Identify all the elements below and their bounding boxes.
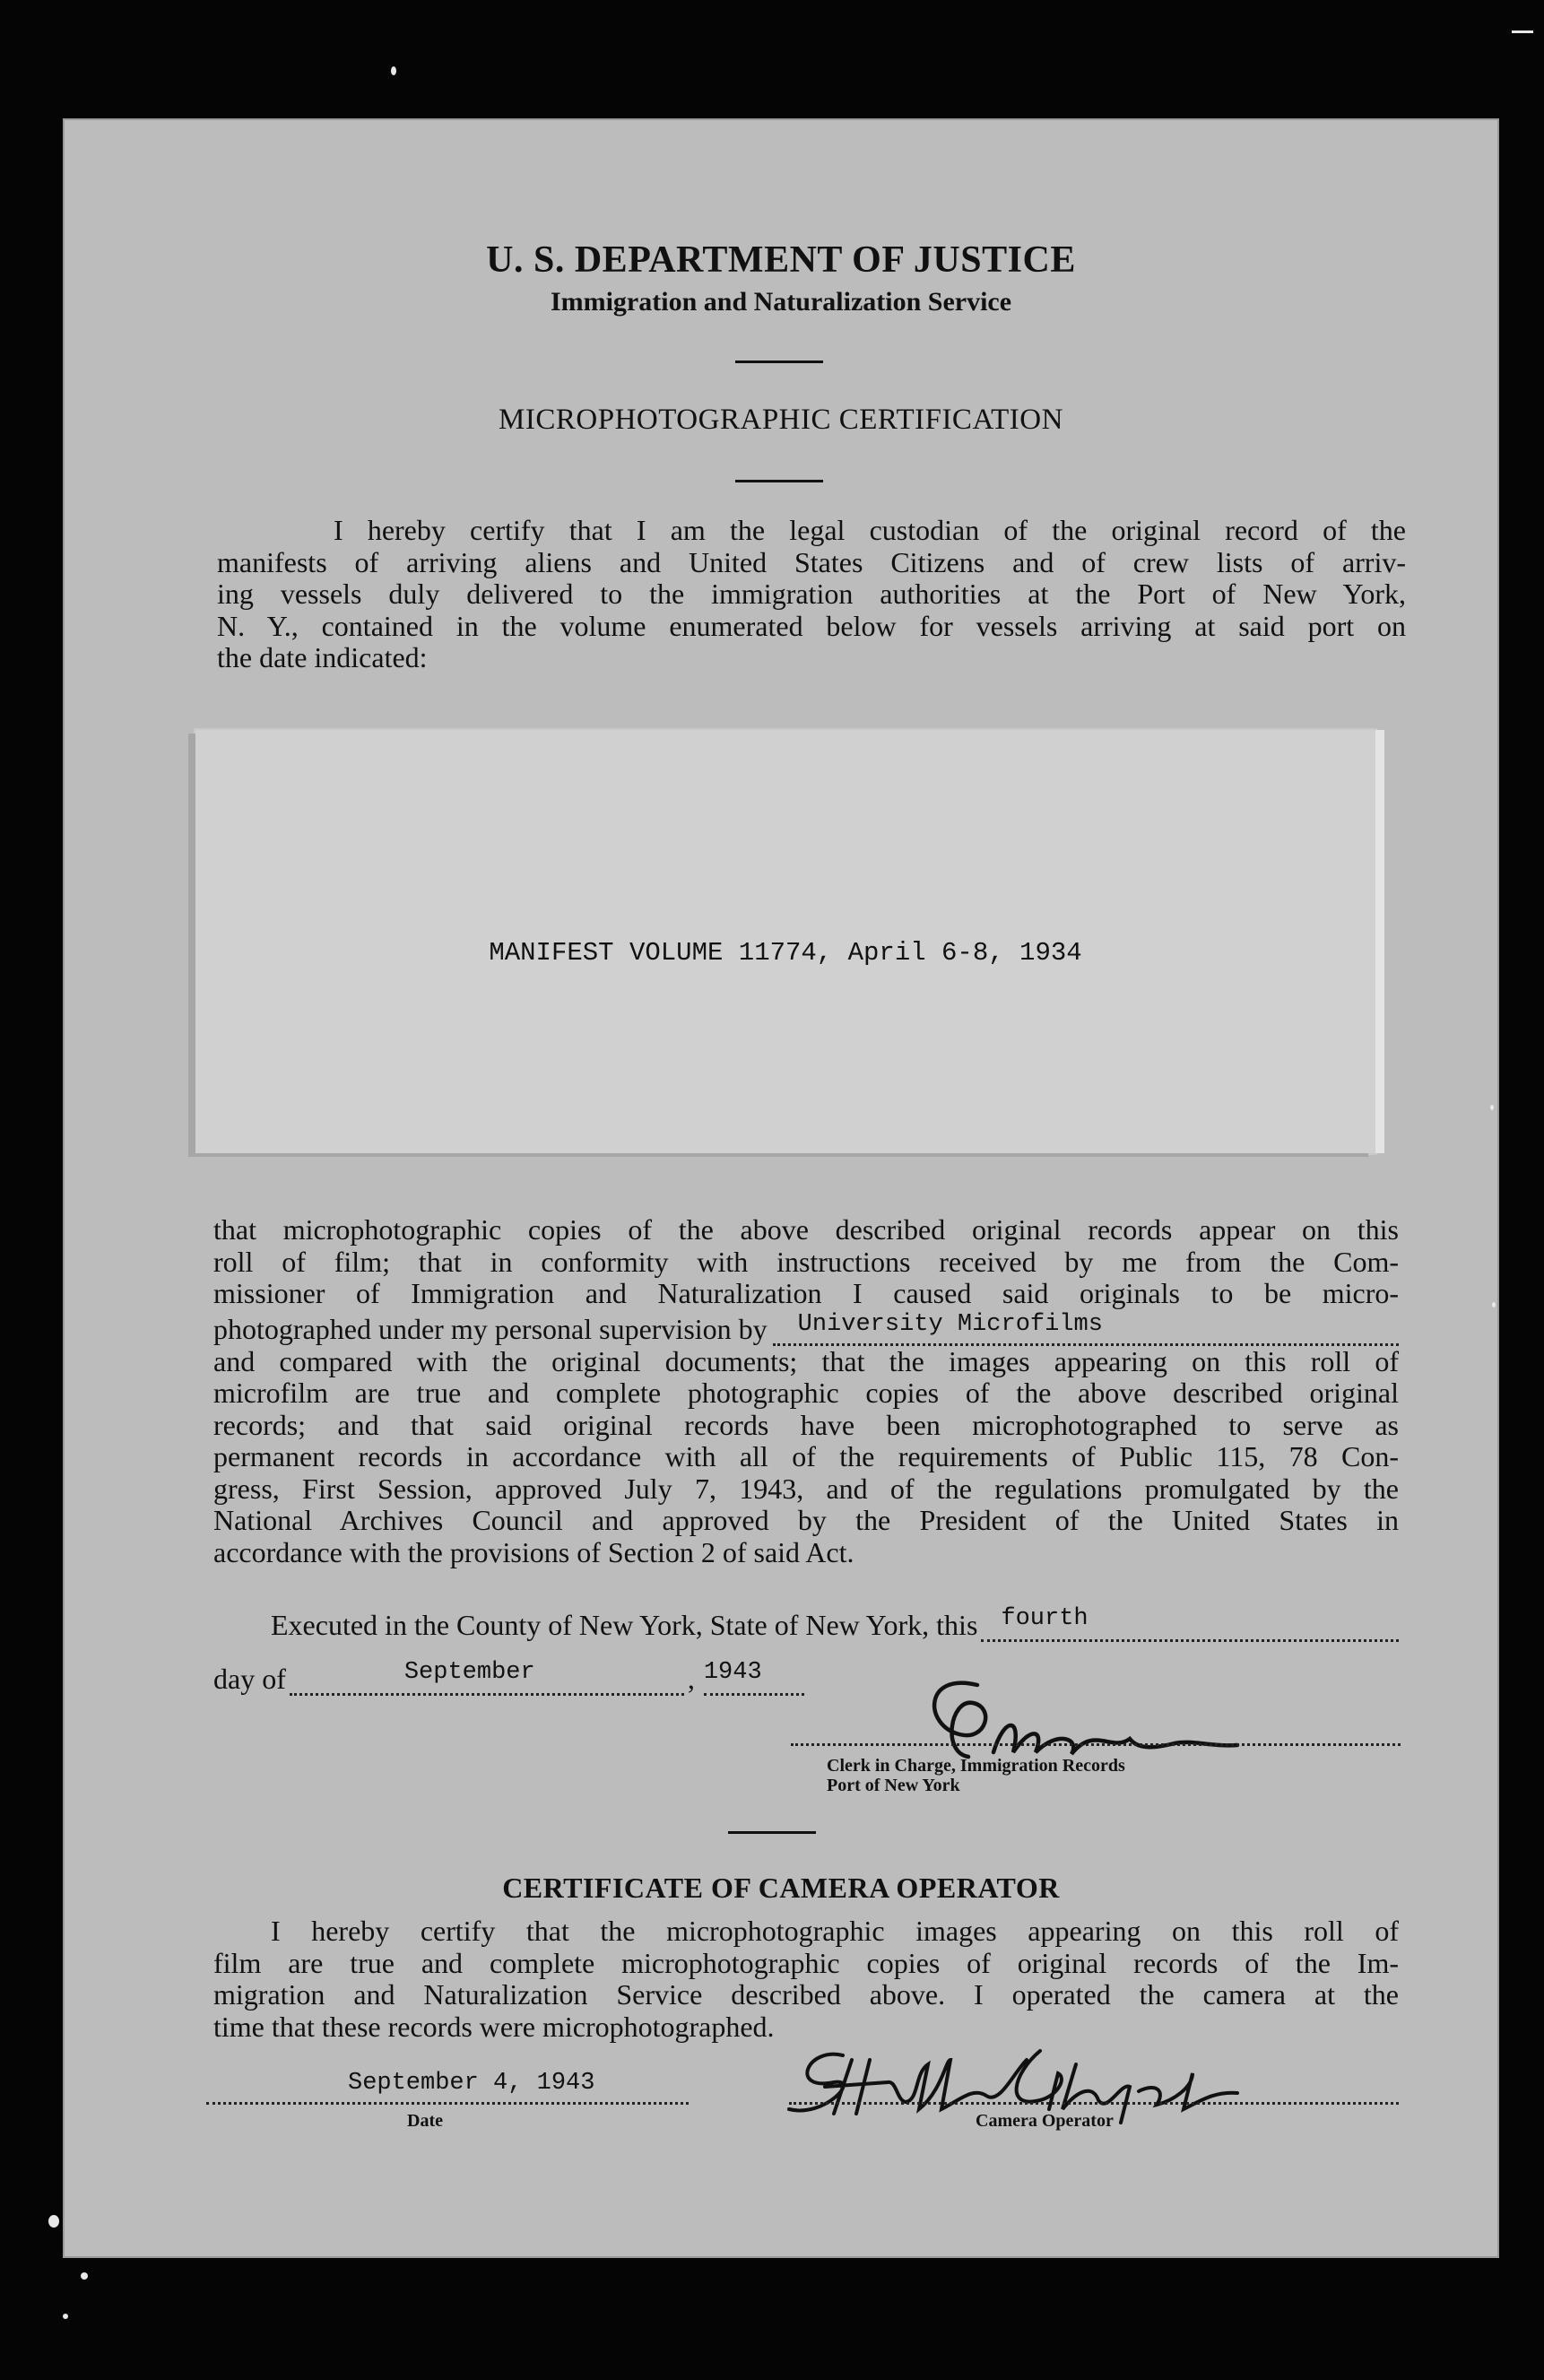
date-label: Date xyxy=(407,2111,443,2131)
paragraph-line: missioner of Immigration and Naturalization I caused said originals to be micro- xyxy=(213,1277,1399,1309)
supervision-prefix: photographed under my personal supervision by xyxy=(213,1313,768,1345)
divider-rule xyxy=(735,480,823,482)
paragraph-line: records; and that said original records have been microphotographed to serve as xyxy=(213,1408,1399,1441)
clerk-title xyxy=(827,1756,1125,1795)
paragraph-line: gress, First Session, approved July 7, 1943, and of the regulations promulgated by the xyxy=(213,1472,1399,1505)
paragraph-line: permanent records in accordance with all of the requirements of Public 115, 78 Con- xyxy=(213,1440,1399,1472)
paragraph-line: National Archives Council and approved by the President of the United States in xyxy=(213,1504,1399,1536)
manifest-volume-text: MANIFEST VOLUME 11774, April 6-8, 1934 xyxy=(489,938,1082,968)
paragraph-line: that microphotographic copies of the above described original records appear on this xyxy=(213,1213,1399,1246)
body-paragraph xyxy=(213,1214,1399,1568)
manifest-volume-card xyxy=(195,730,1375,1153)
camera-operator-title: CERTIFICATE OF CAMERA OPERATOR xyxy=(502,1872,1060,1904)
paragraph-line: I hereby certify that the microphotographic images appearing on this roll of xyxy=(271,1915,1399,1947)
certificate-sheet xyxy=(63,118,1499,2258)
paragraph-line: the date indicated: xyxy=(217,641,428,673)
certification-title: MICROPHOTOGRAPHIC CERTIFICATION xyxy=(499,404,1063,436)
paragraph-line: manifests of arriving aliens and United States Citizens and of crew lists of arriv- xyxy=(217,545,1406,578)
divider-rule xyxy=(735,360,823,363)
day-value: fourth xyxy=(1001,1605,1089,1632)
paragraph-line: accordance with the provisions of Section 2 of said Act. xyxy=(213,1535,854,1568)
camera-operator-paragraph xyxy=(213,1915,1399,2043)
clerk-title-line: Port of New York xyxy=(827,1776,960,1795)
paragraph-line: migration and Naturalization Service described above. I operated the camera at the xyxy=(213,1978,1399,2011)
date-line: day of September , 1943 xyxy=(213,1661,895,1696)
paragraph-line: time that these records were microphotographed. xyxy=(213,2010,775,2043)
year-value: 1943 xyxy=(703,1659,762,1686)
paragraph-line: film are true and complete microphotographic copies of original records of the Im- xyxy=(213,1946,1399,1979)
month-value: September xyxy=(403,1659,535,1686)
paragraph-line: I hereby certify that I am the legal custodian of the original record of the xyxy=(334,514,1406,546)
paragraph-line: roll of film; that in conformity with instructions received by me from the Com- xyxy=(213,1245,1399,1278)
clerk-signature-line xyxy=(791,1740,1401,1746)
date-signature-line xyxy=(206,2098,689,2105)
paragraph-line: microfilm are true and complete photographic copies of the above described original xyxy=(213,1377,1399,1409)
paragraph-line: and compared with the original documents; that the images appearing on this roll of xyxy=(213,1344,1399,1377)
service-subheading: Immigration and Naturalization Service xyxy=(550,287,1012,317)
execution-line xyxy=(271,1607,1399,1642)
supervisor-value: University Microfilms xyxy=(797,1310,1103,1338)
supervision-line xyxy=(213,1310,1399,1346)
department-heading: U. S. DEPARTMENT OF JUSTICE xyxy=(486,239,1076,281)
year-fill-line xyxy=(704,1661,804,1696)
intro-paragraph xyxy=(217,515,1406,674)
paragraph-line: ing vessels duly delivered to the immigration authorities at the Port of New York, xyxy=(217,578,1406,610)
clerk-title-line: Clerk in Charge, Immigration Records xyxy=(827,1756,1125,1776)
execution-prefix: Executed in the County of New York, State of New York, this xyxy=(271,1609,978,1641)
operator-signature-line xyxy=(789,2098,1399,2105)
day-fill-line xyxy=(981,1607,1399,1642)
month-fill-line xyxy=(290,1661,684,1696)
operator-date-value: September 4, 1943 xyxy=(348,2070,595,2097)
paragraph-line: N. Y., contained in the volume enumerated below for vessels arriving at said port on xyxy=(217,609,1406,642)
divider-rule xyxy=(728,1831,816,1834)
supervisor-fill-line xyxy=(773,1310,1399,1346)
camera-operator-label: Camera Operator xyxy=(976,2111,1114,2131)
day-of-label: day of xyxy=(213,1663,286,1695)
